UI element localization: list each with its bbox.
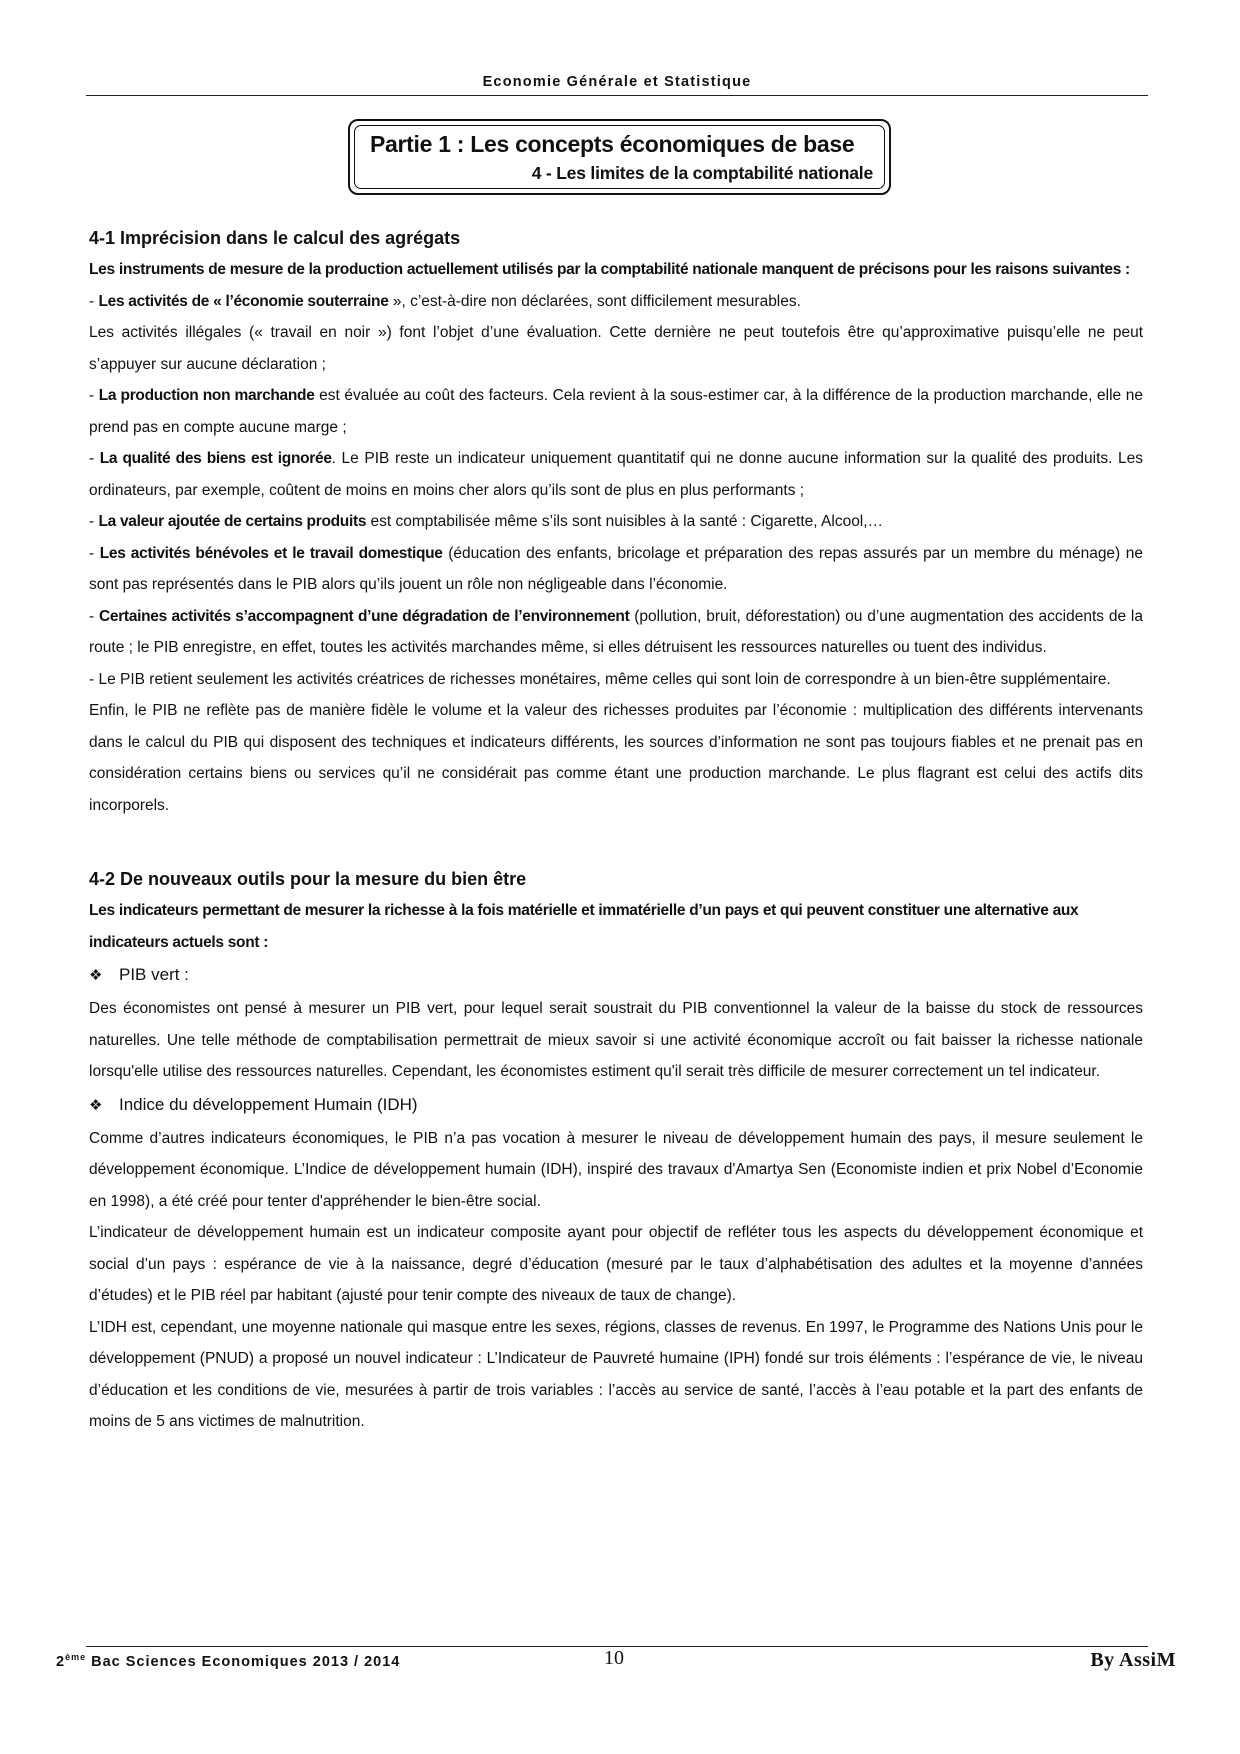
paragraph-text: (pollution, bruit, déforestation) ou d’une augmentation des accidents de la route ; le PIB enregistre, en effet, toutes les activités marchandes même, si elles détruisent les ressources naturelles ou tuent des individus. [89,607,1143,656]
bold-term: Les activités de « l’économie souterraine [98,292,389,310]
bold-term: La qualité des biens est ignorée [99,450,332,467]
bullet-label: Indice du développement Humain (IDH) [119,1094,418,1114]
section-heading-4-1: 4-1 Imprécision dans le calcul des agrégats [89,228,461,248]
section-gap [89,821,1143,863]
dash: - [89,292,99,310]
diamond-bullet-icon: ❖ [89,1096,103,1114]
paragraph-economie-souterraine [89,286,1143,318]
paragraph-qualite-biens [89,443,1143,506]
paragraph-text: est évaluée au coût des facteurs. Cela revient à la sous-estimer car, à la différence de la production marchande, elle ne prend pas en compte aucune marge ; [89,387,1143,436]
running-header: Economie Générale et Statistique [482,74,752,90]
paragraph-richesses-monetaires: - Le PIB retient seulement les activités créatrices de richesses monétaires, même celles qui sont loin de correspondre à un bien-être supplémentaire. [89,670,1111,688]
page-content [89,222,1143,1438]
chapter-subtitle: 4 - Les limites de la comptabilité nationale [531,163,873,183]
section-intro-4-2: Les indicateurs permettant de mesurer la richesse à la fois matérielle et immatérielle d’un pays et qui peuvent constituer une alternative aux indicateurs actuels sont : [89,902,1079,951]
bullet-idh [89,1088,1143,1123]
part-title: Partie 1 : Les concepts économiques de base [370,131,855,157]
paragraph-idh-2: L’indicateur de développement humain est un indicateur composite ayant pour objectif de refléter tous les aspects du développement économique et social d’un pays : espérance de vie à la naissance, degré d’éducation (mesuré par le taux d’alphabétisation des adultes et la moyenne d’années d’études) et le PIB réel par habitant (ajusté pour tenir compte des niveaux de taux de change). [89,1224,1143,1304]
paragraph-activites-illegales: Les activités illégales (« travail en noir ») font l’objet d’une évaluation. Cette dernière ne peut toutefois être qu’approximative puisqu’elle ne peut s’appuyer sur aucune déclaration ; [89,324,1143,373]
level-number: 2 [56,1653,66,1670]
paragraph-environnement [89,601,1143,664]
bold-term: Les activités bénévoles et le travail domestique [99,544,443,562]
course-label: Bac Sciences Economiques 2013 / 2014 [86,1653,401,1670]
dash: - [89,513,99,530]
paragraph-activites-benevoles [89,538,1143,601]
bold-term: La valeur ajoutée de certains produits [98,513,367,530]
bullet-pib-vert [89,958,1143,993]
paragraph-production-non-marchande [89,380,1143,443]
paragraph-text: (éducation des enfants, bricolage et préparation des repas assurés par un membre du ménage) ne sont pas représentés dans le PIB alors qu’ils jouent un rôle non négligeable dans l’économie. [89,544,1144,593]
dash: - [89,450,100,467]
bullet-label: PIB vert : [119,965,189,984]
title-box [348,119,891,195]
paragraph-text: . Le PIB reste un indicateur uniquement quantitatif qui ne donne aucune information sur la qualité des produits. Les ordinateurs, par exemple, coûtent de moins en moins cher alors qu’ils sont de plus en plus performants ; [89,450,1143,499]
paragraph-text: », c’est-à-dire non déclarées, sont difficilement mesurables. [388,292,801,310]
diamond-bullet-icon: ❖ [89,967,103,984]
bold-term: La production non marchande [98,387,315,404]
paragraph-valeur-ajoutee [89,506,1143,538]
section-heading-4-2: 4-2 De nouveaux outils pour la mesure du bien être [89,869,527,889]
paragraph-idh-3: L’IDH est, cependant, une moyenne nationale qui masque entre les sexes, régions, classes de revenus. En 1997, le Programme des Nations Unis pour le développement (PNUD) a proposé un nouvel indicateur : L’Indicateur de Pauvreté humaine (IPH) fondé sur trois éléments : l’espérance de vie, le niveau d’éducation et les conditions de vie, mesurées à partir de trois variables : l’accès au service de santé, l’accès à l’eau potable et la part des enfants de moins de 5 ans victimes de malnutrition. [89,1318,1143,1430]
section-intro-4-1: Les instruments de mesure de la production actuellement utilisés par la comptabilité nationale manquent de précisons pour les raisons suivantes : [89,261,1130,278]
level-superscript: ème [65,1652,87,1662]
dash: - [89,387,99,404]
header-rule [86,95,1148,96]
paragraph-pib-vert: Des économistes ont pensé à mesurer un PIB vert, pour lequel serait soustrait du PIB conventionnel la valeur de la baisse du stock de ressources naturelles. Une telle méthode de comptabilisation permettrait de mieux savoir si une activité économique accroît ou fait baisser la richesse nationale lorsqu'elle utilise des ressources naturelles. Cependant, les économistes estiment qu'il serait très difficile de mesurer correctement un tel indicateur. [89,1000,1143,1080]
dash: - [89,544,100,562]
page-number: 10 [604,1647,624,1669]
footer-author: By AssiM [1090,1649,1176,1671]
paragraph-text: est comptabilisée même s’ils sont nuisibles à la santé : Cigarette, Alcool,… [366,513,884,530]
footer-course [56,1652,400,1670]
dash: - [89,607,99,625]
bold-term: Certaines activités s’accompagnent d’une dégradation de l’environnement [98,607,630,625]
paragraph-idh-1: Comme d’autres indicateurs économiques, le PIB n’a pas vocation à mesurer le niveau de développement humain des pays, il mesure seulement le développement économique. L’Indice de développement humain (IDH), inspiré des travaux d'Amartya Sen (Economiste indien et prix Nobel d’Economie en 1998), a été créé pour tenter d'appréhender le bien-être social. [89,1129,1143,1210]
paragraph-enfin: Enfin, le PIB ne reflète pas de manière fidèle le volume et la valeur des richesses produites par l’économie : multiplication des différents intervenants dans le calcul du PIB qui disposent des techniques et indicateurs différents, les sources d’information ne sont pas toujours fiables et ne prenait pas en considération certains biens ou services qu’il ne considérait pas comme étant une production marchande. Le plus flagrant est celui des actifs dits incorporels. [89,702,1143,814]
